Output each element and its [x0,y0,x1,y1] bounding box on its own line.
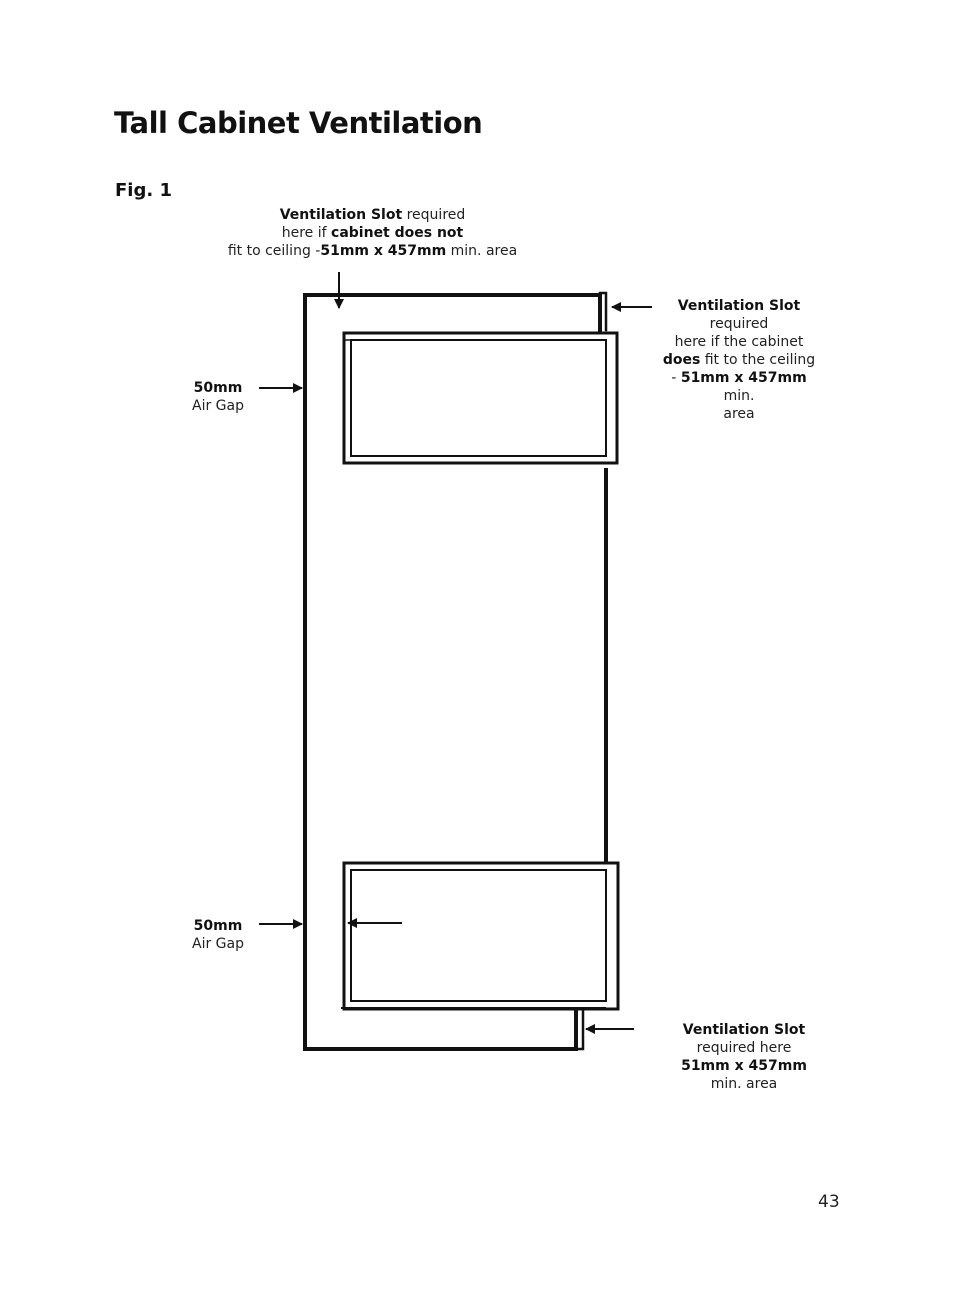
note-text: fit to ceiling - [227,243,321,259]
note-emphasis: does [662,352,701,368]
air-gap-text: Air Gap [192,398,244,414]
lower-appliance-door [351,870,606,1001]
upper-appliance-frame [344,333,617,463]
note-text: min. [723,388,755,404]
note-text: min. area [446,243,518,259]
note-text: area [723,406,755,422]
note-heading: Ventilation Slot [279,207,403,223]
lower-appliance [341,863,618,1009]
note-dimension: 51mm x 457mm [681,1058,807,1074]
upper-appliance [344,333,617,463]
note-text: here if the cabinet [674,334,804,350]
upper-appliance-door [351,340,606,456]
note-text: required [402,207,466,223]
pointer-arrows [259,272,652,1029]
air-gap-text: Air Gap [192,936,244,952]
note-heading: Ventilation Slot [682,1022,806,1038]
note-text: min. area [710,1076,778,1092]
figure-label: Fig. 1 [115,180,172,201]
note-text: here if [281,225,332,241]
note-dimension: 51mm x 457mm [680,370,807,386]
note-text: required here [696,1040,792,1056]
note-dimension: 51mm x 457mm [320,243,447,259]
note-heading: Ventilation Slot [677,298,801,314]
page-title: Tall Cabinet Ventilation [114,106,483,140]
air-gap-value: 50mm [193,380,243,396]
note-text: - [671,370,681,386]
lower-appliance-frame [344,863,618,1009]
page-number: 43 [818,1192,840,1212]
note-emphasis: cabinet does not [331,225,464,241]
note-text: fit to the ceiling [700,352,816,368]
note-text: required [709,316,769,332]
air-gap-value: 50mm [193,918,243,934]
